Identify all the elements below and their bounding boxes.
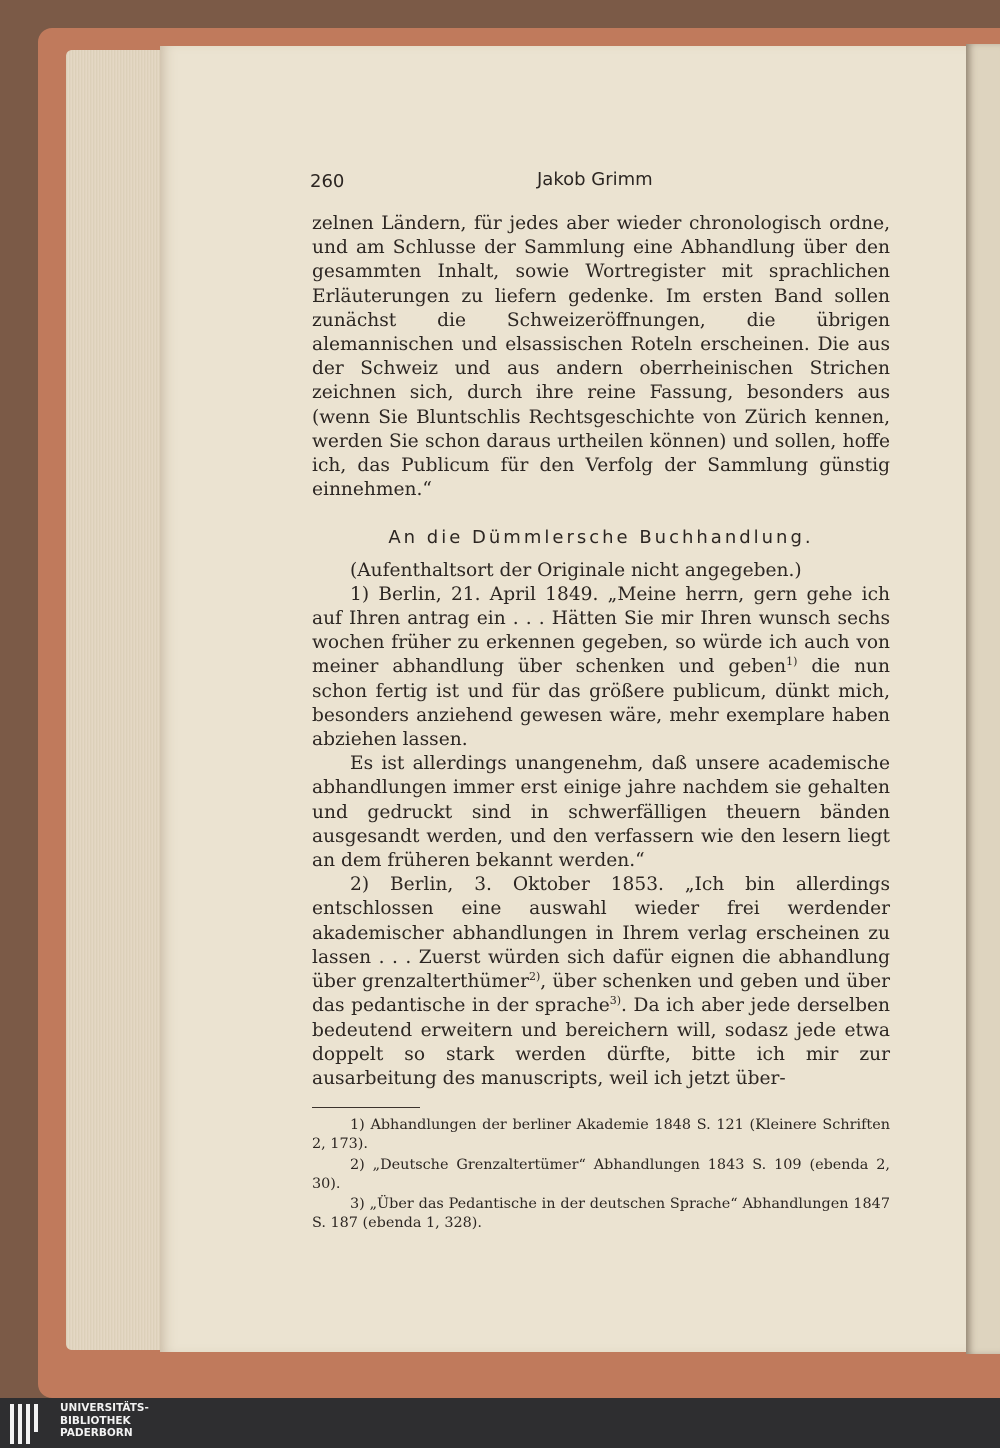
footnotes	[312, 1116, 890, 1233]
page-edges	[66, 50, 164, 1350]
section-heading: An die Dümmlersche Buchhandlung.	[388, 527, 814, 549]
footnote: 3) „Über das Pedantische in der deutschen Sprache“ Abhandlungen 1847 S. 187 (ebenda 1, 328).	[312, 1195, 890, 1232]
footnote-ref: 3)	[609, 994, 622, 1008]
letter-2: 2) Berlin, 3. Oktober 1853. „Ich bin allerdings entschlossen eine auswahl wieder frei werdender akademischer abhandlungen in Ihrem verlag erscheinen zu lassen . . . Zuerst würden sich dafür eignen die abhandlung über grenzalterthümer$^{2)}$, über schenken und geben und über das pedantische in der sprache$^{3)}$. Da ich aber jede derselben bedeutend erweitern und bereichern will, sodasz jede etwa doppelt so stark werden dürfte, bitte ich mir zur ausarbeitung des manuscripts, weil ich jetzt über-	[312, 874, 891, 1089]
running-title: Jakob Grimm	[537, 169, 653, 190]
running-header	[312, 166, 890, 212]
page-text	[312, 166, 890, 1234]
footnote-ref: 2)	[528, 969, 541, 983]
letter-1: 1) Berlin, 21. April 1849. „Meine herrn, gern gehe ich auf Ihren antrag ein . . . Hätten Sie mir Ihren wunsch sechs wochen früher zu erkennen gegeben, so würde ich auch von meiner abhandlung über schenken und geben$^{1)}$ die nun schon fertig ist und für das größere publicum, dünkt mich, besonders anziehend gewesen wäre, mehr exemplare haben abziehen lassen.	[312, 583, 890, 751]
location-note: (Aufenthaltsort der Originale nicht angegeben.)	[350, 559, 802, 581]
library-name: UNIVERSITÄTS- BIBLIOTHEK PADERBORN	[60, 1402, 149, 1439]
footnote-ref: 1)	[786, 655, 798, 669]
library-logo-icon	[10, 1404, 52, 1444]
continued-paragraph: zelnen Ländern, für jedes aber wieder chronologisch ordne, und am Schlusse der Sammlung eine Abhandlung über den gesammten Inhalt, sowie Wortregister mit sprachlichen Erläuterungen zu liefern gedenke. Im ersten Band sollen zunächst die Schweizeröffnungen, die übrigen alemannischen und elsassischen Roteln erscheinen. Die aus der Schweiz und aus andern oberrheinischen Strichen zeichnen sich, durch ihre reine Fassung, besonders aus (wenn Sie Bluntschlis Rechtsgeschichte von Zürich kennen, werden Sie schon daraus urtheilen können) und sollen, hoffe ich, das Publicum für den Verfolg der Sammlung günstig einnehmen.“	[312, 213, 890, 501]
facing-page-edge	[966, 44, 1000, 1354]
library-footer	[0, 1398, 1000, 1448]
footnote: 2) „Deutsche Grenzaltertümer“ Abhandlungen 1843 S. 109 (ebenda 2, 30).	[312, 1156, 890, 1192]
footnote-rule	[312, 1107, 420, 1108]
footnote: 1) Abhandlungen der berliner Akademie 1848 S. 121 (Kleinere Schriften 2, 173).	[312, 1117, 890, 1153]
page-number: 260	[310, 171, 345, 192]
letter-1-paragraph-2: Es ist allerdings unangenehm, daß unsere academische abhandlungen immer erst einige jahre nachdem sie gehalten und gedruckt sind in schwerfälligen theuern bänden ausgesandt werden, und den verfassern wie den lesern liegt an dem früheren bekannt werden.“	[312, 753, 890, 872]
